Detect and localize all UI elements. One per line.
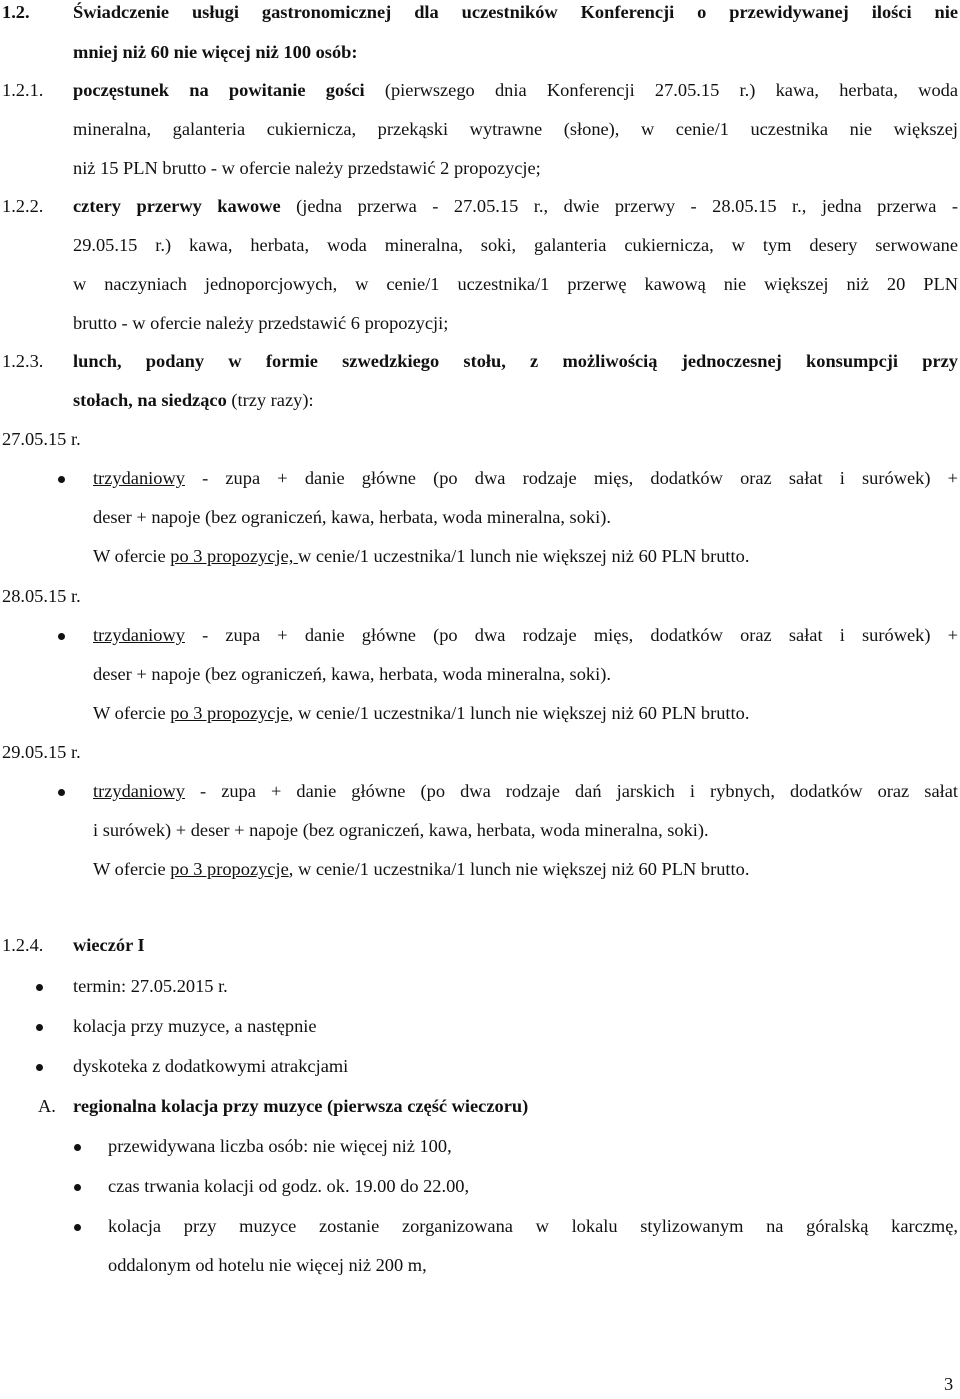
paragraph-1-2-1-line1 bbox=[73, 80, 958, 101]
text-span-underlined: po 3 propozycje bbox=[170, 703, 289, 723]
bullet-icon bbox=[36, 1064, 43, 1071]
lunch-menu-line2: deser + napoje (bez ograniczeń, kawa, herbata, woda mineralna, soki). bbox=[93, 664, 611, 684]
text-span: W ofercie bbox=[93, 859, 171, 879]
paragraph-1-2-2-line3: w naczyniach jednoporcjowych, w cenie/1 uczestnika/1 przerwę kawową nie większej niż 20 PLN bbox=[73, 274, 958, 294]
bullet-icon bbox=[36, 1024, 43, 1031]
lunch-offer-line bbox=[93, 859, 749, 880]
text-span: , w cenie/1 uczestnika/1 lunch nie większej niż 60 PLN brutto. bbox=[288, 859, 750, 879]
bullet-icon bbox=[74, 1144, 81, 1151]
bullet-icon bbox=[58, 476, 65, 483]
text-span: (jedna przerwa - 27.05.15 r., dwie przerwy - 28.05.15 r., jedna przerwa - bbox=[280, 196, 958, 216]
paragraph-1-2-1-line2: mineralna, galanteria cukiernicza, przekąski wytrawne (słone), w cenie/1 uczestnika nie większej bbox=[73, 119, 958, 139]
lunch-offer-line bbox=[93, 703, 749, 724]
evening-list-item: termin: 27.05.2015 r. bbox=[73, 976, 228, 996]
evening-list-item: dyskoteka z dodatkowymi atrakcjami bbox=[73, 1056, 349, 1076]
section-title-1-2-4: wieczór I bbox=[73, 935, 145, 955]
text-span-underlined: po 3 propozycje bbox=[170, 859, 289, 879]
bullet-icon bbox=[74, 1224, 81, 1231]
text-span-bold: stołach, na siedząco bbox=[73, 390, 227, 410]
text-span-underlined: trzydaniowy bbox=[93, 468, 185, 488]
text-span: - zupa + danie główne (po dwa rodzaje mięs, dodatków oraz sałat i surówek) + bbox=[184, 468, 958, 488]
section-title-1-2-2: cztery przerwy kawowe bbox=[73, 196, 281, 216]
section-title-1-2-3-line1: lunch, podany w formie szwedzkiego stołu, z możliwością jednoczesnej konsumpcji przy bbox=[73, 351, 958, 371]
dinner-list-item-line2: oddalonym od hotelu nie więcej niż 200 m, bbox=[108, 1255, 427, 1275]
subsection-title-a: regionalna kolacja przy muzyce (pierwsza część wieczoru) bbox=[73, 1096, 529, 1116]
lunch-date: 29.05.15 r. bbox=[2, 742, 81, 762]
lunch-date: 28.05.15 r. bbox=[2, 586, 81, 606]
lunch-menu-line1 bbox=[93, 468, 958, 489]
lunch-offer-line bbox=[93, 546, 749, 567]
evening-list-item: kolacja przy muzyce, a następnie bbox=[73, 1016, 317, 1036]
bullet-icon bbox=[36, 984, 43, 991]
section-number-1-2-1: 1.2.1. bbox=[2, 80, 44, 100]
bullet-icon bbox=[58, 633, 65, 640]
dinner-list-item: przewidywana liczba osób: nie więcej niż 100, bbox=[108, 1136, 452, 1156]
text-span: , w cenie/1 uczestnika/1 lunch nie większej niż 60 PLN brutto. bbox=[288, 703, 750, 723]
text-span: W ofercie bbox=[93, 703, 171, 723]
section-number-1-2-3: 1.2.3. bbox=[2, 351, 44, 371]
text-span: w cenie/1 uczestnika/1 lunch nie większej niż 60 PLN brutto. bbox=[297, 546, 750, 566]
paragraph-1-2-2-line4: brutto - w ofercie należy przedstawić 6 propozycji; bbox=[73, 313, 449, 333]
dinner-list-item-line1: kolacja przy muzyce zostanie zorganizowana w lokalu stylizowanym na góralską karczmę, bbox=[108, 1216, 958, 1236]
lunch-menu-line1 bbox=[93, 625, 958, 646]
lunch-menu-line2: i surówek) + deser + napoje (bez ograniczeń, kawa, herbata, woda mineralna, soki). bbox=[93, 820, 709, 840]
text-span-underlined: po 3 propozycje, bbox=[170, 546, 298, 566]
section-title-1-2-3-line2 bbox=[73, 390, 314, 411]
lunch-menu-line1 bbox=[93, 781, 958, 802]
section-heading-1-2-line2: mniej niż 60 nie więcej niż 100 osób: bbox=[73, 42, 358, 62]
paragraph-1-2-1-line3: niż 15 PLN brutto - w ofercie należy przedstawić 2 propozycje; bbox=[73, 158, 541, 178]
text-span: (pierwszego dnia Konferencji 27.05.15 r.) kawa, herbata, woda bbox=[364, 80, 958, 100]
page-number: 3 bbox=[944, 1374, 954, 1394]
paragraph-1-2-2-line1 bbox=[73, 196, 958, 217]
text-span-underlined: trzydaniowy bbox=[93, 781, 185, 801]
bullet-icon bbox=[58, 789, 65, 796]
paragraph-1-2-2-line2: 29.05.15 r.) kawa, herbata, woda mineralna, soki, galanteria cukiernicza, w tym desery serwowane bbox=[73, 235, 958, 255]
section-number-1-2: 1.2. bbox=[2, 2, 30, 22]
dinner-list-item: czas trwania kolacji od godz. ok. 19.00 do 22.00, bbox=[108, 1176, 470, 1196]
text-span-underlined: trzydaniowy bbox=[93, 625, 185, 645]
text-span: (trzy razy): bbox=[226, 390, 314, 410]
text-span: W ofercie bbox=[93, 546, 171, 566]
section-title-1-2-1: poczęstunek na powitanie gości bbox=[73, 80, 365, 100]
lunch-menu-line2: deser + napoje (bez ograniczeń, kawa, herbata, woda mineralna, soki). bbox=[93, 507, 611, 527]
subsection-letter-a: A. bbox=[38, 1096, 56, 1116]
section-heading-1-2-line1: Świadczenie usługi gastronomicznej dla uczestników Konferencji o przewidywanej ilości nie bbox=[73, 2, 958, 22]
lunch-date: 27.05.15 r. bbox=[2, 429, 81, 449]
text-span: - zupa + danie główne (po dwa rodzaje mięs, dodatków oraz sałat i surówek) + bbox=[184, 625, 958, 645]
text-span: - zupa + danie główne (po dwa rodzaje dań jarskich i rybnych, dodatków oraz sałat bbox=[184, 781, 958, 801]
section-number-1-2-2: 1.2.2. bbox=[2, 196, 44, 216]
bullet-icon bbox=[74, 1184, 81, 1191]
section-number-1-2-4: 1.2.4. bbox=[2, 935, 44, 955]
